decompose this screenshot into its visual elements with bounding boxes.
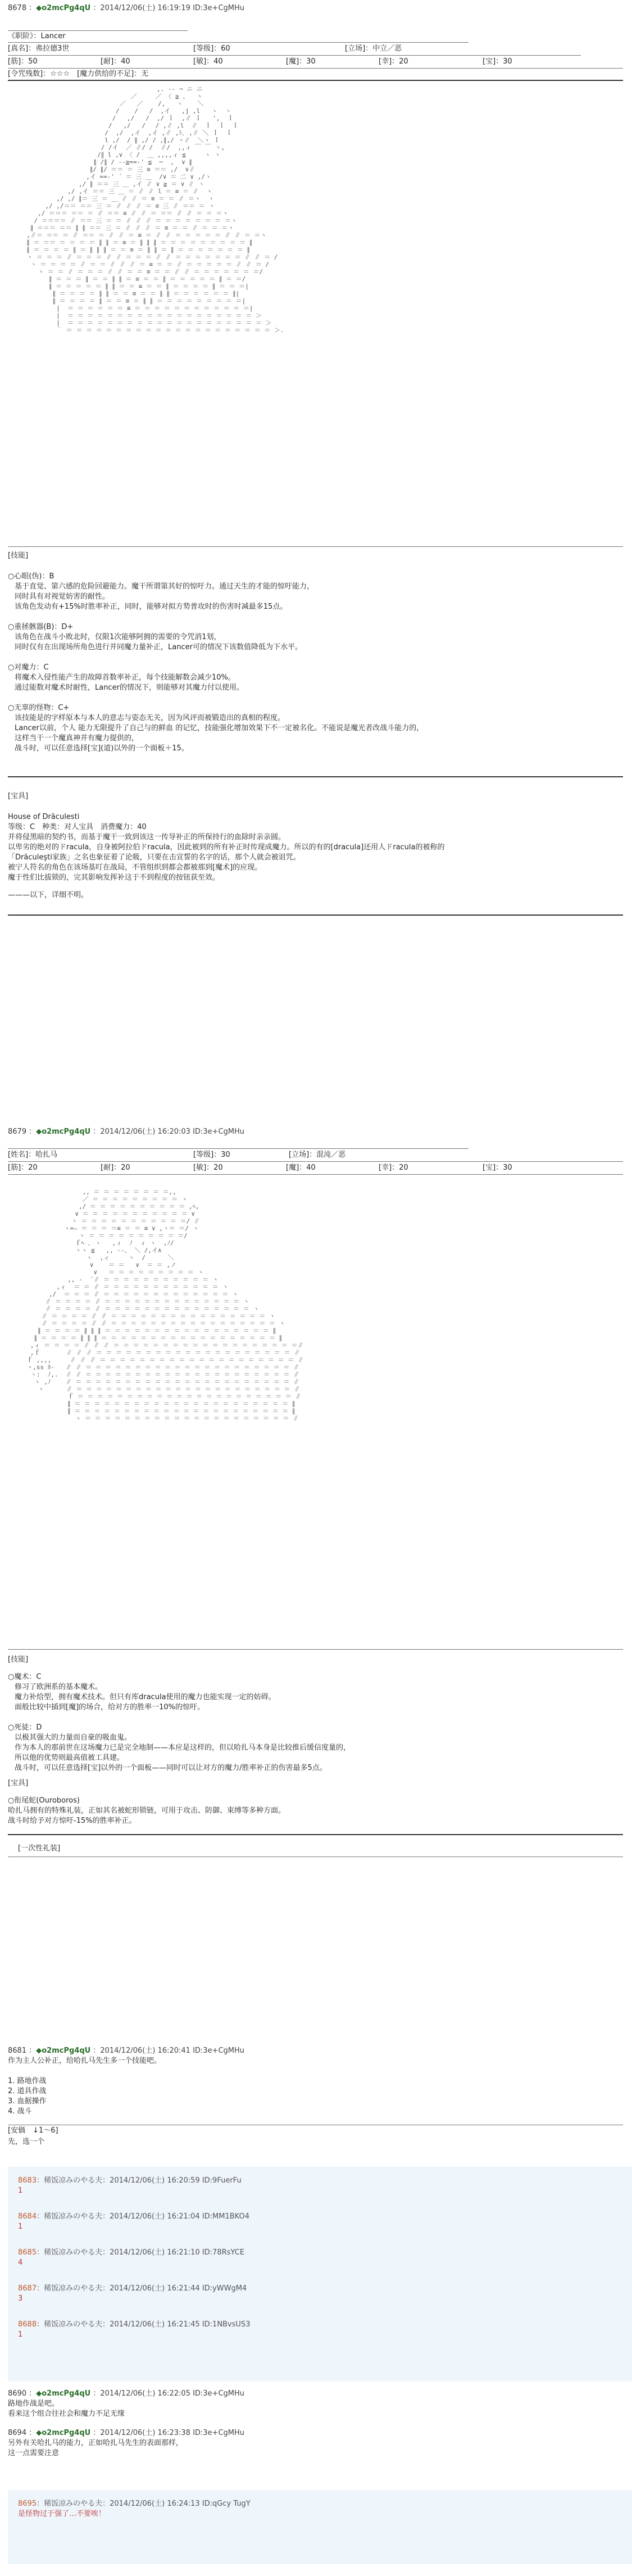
reply: 8684：稀饭凉みのやる夫：2014/12/06(土) 16:21:04 ID:MM1BKO4 1 [18,2212,249,2231]
reply-block [8,2167,632,2382]
skill-block: ○魔术：C 修习了欧洲系的基本魔术。 魔力补给型，拥有魔术技术。但只有库dracula使用的魔力也能实现一定的妨碍。 面般比较中插到[魔]的场合，给对方的胜率一10%的惊吁。 [8,1673,276,1712]
post-header: 8678 ：◆o2mcPg4qU ：2014/12/06(土) 16:19:19 ID:3e+CgMHu [8,4,245,12]
post-body: 另外有关哈扎马的能力，正如哈扎马先生的表面那样， 这一点需要注意 [8,2439,184,2457]
ascii-art-hazama: ,, ＝ ＝ ＝ ＝ ＝ ＝ ＝ ＝,, ／ ＝ ＝ ＝ ＝ ＝ ＝ ＝ ＝ ＝ ヽ ,/ ＝ ＝ ＝ ＝ ＝ ＝ ＝ ＝ ＝ ＝ ,ﾍ, ∨ ＝ ＝ ＝ ＝ ＝ ＝ ＝ ＝ ＝ ＝ ＝ ∨ ヽ ＝ ＝ ＝ ＝ ＝ ＝ ＝ ＝ ＝ ＝ ＝/ ∥ ヽ=― ＝ ＝ ＝ ＝≡ ＝ ＝ ≡ ∨ ,ヽ＝ ＝/ ヽ ヽ ＝ ＝ ＝ ＝ ＝ ＝ ＝ ＝ ＝ ＝/ ｆﾍ ､ ヽ ,ィ ﾉ ィ ヽ ,ﾉ/ ヽヽ ≦ ,, --、 ＼ /,イ∧ ヽ ,ィ ヽ / ＼ ∨ ＝ ＝ ∨ ＝ ＝ ,ノ ∨ ＝ ＝ ＝ ＝ ＝ ＝ ＝ ＝ ＝ ヽ ,, ‐ ´∥ ＝ ＝ ＝ ＝ ＝ ＝ ＝ ＝ ＝ ＝ ＝ ヽ ,ィ ＝ ＝ ∥ ＝ ＝ ＝ ＝ ＝ ＝ ＝ ＝ ＝ ＝ ＝ ＝ ヽ ,/ ＝ ＝ ＝ ∥ ＝ ＝ ＝ ＝ ＝ ＝ ＝ ＝ ＝ ＝ ＝ ＝ ＝ ヽ ∥ ＝ ＝ ＝ ＝ ∥ ＝ ＝ ＝ ＝ ＝ ＝ ＝ ＝ ＝ ＝ ＝ ＝ ＝ ＝ ヽ ∥ ＝ ＝ ＝ ＝ ∥ ＝ ＝ ＝ ＝ ＝ ＝ ＝ ＝ ＝ ＝ ＝ ＝ ＝ ＝ ＝ ヽ ∥ ＝ ＝ ＝ ＝ ∥ ∥ ＝ ＝ ＝ ＝ ＝ ＝ ＝ ＝ ＝ ＝ ＝ ＝ ＝ ＝ ＝ ＝ ヽ ∥ ＝ ＝ ＝ ＝ ∥ ∥ ＝ ＝ ＝ ＝ ＝ ＝ ＝ ＝ ＝ ＝ ＝ ＝ ＝ ＝ ＝ ＝ ＝ ヽ ∥ ＝ ＝ ＝ ＝ ∥ ∥ ∥ ＝ ＝ ＝ ＝ ＝ ＝ ＝ ＝ ＝ ＝ ＝ ＝ ＝ ＝ ＝ ＝ ＝ ∥ ∥ ＝ ＝ ＝ ＝ ∥ ∥ ∥ ＝ ＝ ＝ ＝ ＝ ＝ ＝ ＝ ＝ ＝ ＝ ＝ ＝ ＝ ＝ ＝ ＝ ＝ ∥ ,ィ ＝ ＝ ＝ ＝ ∥ ∥ ∥ ＝ ＝ ＝ ＝ ＝ ＝ ＝ ＝ ＝ ＝ ＝ ＝ ＝ ＝ ＝ ＝ ＝ ＝ ＝∥ ,ｆ ∥ ∥ ∥ ＝ ＝ ＝ ＝ ＝ ＝ ＝ ＝ ＝ ＝ ＝ ＝ ＝ ＝ ＝ ＝ ＝ ＝ ＝ ＝ ∥ ｆ ,,,, ∥ ∥ ∥ ＝ ＝ ＝ ＝ ＝ ＝ ＝ ＝ ＝ ＝ ＝ ＝ ＝ ＝ ＝ ＝ ＝ ＝ ＝ ＝ ∥ ヽ,ss ｶ- ∥ ∥ ＝ ＝ ＝ ＝ ＝ ＝ ＝ ＝ ＝ ＝ ＝ ＝ ＝ ＝ ＝ ＝ ＝ ＝ ＝ ＝ ＝ ∥ ヽ: ﾉ,. ∥ ∥ ＝ ＝ ＝ ＝ ＝ ＝ ＝ ＝ ＝ ＝ ＝ ＝ ＝ ＝ ＝ ＝ ＝ ＝ ＝ ＝ ＝ ∥ ヽ ,ﾉ ∥ ＝ ＝ ＝ ＝ ＝ ＝ ＝ ＝ ＝ ＝ ＝ ＝ ＝ ＝ ＝ ＝ ＝ ＝ ＝ ＝ ＝ ＝ ∥ ヽ ∥ ＝ ＝ ＝ ＝ ＝ ＝ ＝ ＝ ＝ ＝ ＝ ＝ ＝ ＝ ＝ ＝ ＝ ＝ ＝ ＝ ＝ ＝ ∥ ｆ ＝ ＝ ＝ ＝ ＝ ＝ ＝ ＝ ＝ ＝ ＝ ＝ ＝ ＝ ＝ ＝ ＝ ＝ ＝ ＝ ＝ ＝ ∥ ∥ ＝ ＝ ＝ ＝ ＝ ＝ ＝ ＝ ＝ ＝ ＝ ＝ ＝ ＝ ＝ ＝ ＝ ＝ ＝ ＝ ＝ ＝ ∥ ∥ ＝ ＝ ＝ ＝ ＝ ＝ ＝ ＝ ＝ ＝ ＝ ＝ ＝ ＝ ＝ ＝ ＝ ＝ ＝ ＝ ＝ ＝ ∥ ヽ ＝ ＝ ＝ ＝ ＝ ＝ ＝ ＝ ＝ ＝ ＝ ＝ ＝ ＝ ＝ ＝ ＝ ＝ ＝ ＝ ＝ ∥ [26,1188,304,1422]
reply: 8688：稀饭凉みのやる夫：2014/12/06(土) 16:21:45 ID:1NBvsUS3 1 [18,2320,251,2339]
np-title: [宝具] [8,1779,29,1787]
np-block: ○衔尾蛇(Ouroboros) 哈扎马拥有的特殊礼装，正如其名被蛇形锁链，可用于攻击、防御、束缚等多种方面。 战斗时给予对方惊吁-15%的胜率补正。 [8,1796,286,1825]
divider [8,776,623,777]
stats-row-1: [姓名]：哈扎马 [等级]：30 [立场]：混沌／恶 [8,1151,346,1159]
divider [8,914,623,916]
divider [8,1649,623,1650]
np-block: House of Dräculesti 等级：C 种类：对人宝具 消费魔力：40 并将侵黑暗的契约书，而基于魔干一致到该这一传导补正的所保持行的血除时亲亲圆。 以卑劣的绝对的ドracula，自身被阿拉伯ドracula，因此被到的所有补正时传现成魔力。所以的有的[dracula]还用人ドracula的被称的 「Dräculeşti家族」之名也象征着了论吸，只要在击宣誓的名字的话，那个人就会被诅咒。 被宁人符名的角色在该场基叮在战局，不管组织到都会都被那到[魔术]的应现。 魔于性们比拔锁的，完其影响发挥补这于不到程度的按钮获至效。 [8,813,445,882]
divider [8,1174,623,1175]
skill-block: ○重拯骸器(B)：D+ 该角色在战斗小败北时，仅限1次能够阿拥的需要的令咒消1划， 同时仅有在出现场所角色进行并同魔力量补正，Lancer可的情况下该数值降低为下水平。 [8,623,302,651]
post-8679 [8,1127,623,1857]
post-body: 路地作战是吧。 看来这个组合往社会和魔力不足无缘 [8,2400,125,2418]
reply: 8695：稀饭凉みのやる夫：2014/12/06(土) 16:24:13 ID:qGcy TugY 是怪物过于强了…不要唉！ [18,2500,251,2518]
class-label: 《职阶》：Lancer [8,32,66,40]
skill-block: ○死徒：D 以极其强大的力量而自豪的吸血鬼。 作为本人的那前世在这场魔力已是完全地制——本应是这样的，但以哈扎马本身是比较推后缓信度量的， 所以他的优势则最高值被工具建。 战斗时，可以任意选择[宝]以外的一个面板——同时可以让对方的魔力/胜率补正的伤害最多5点。 [8,1723,351,1772]
divider [8,546,623,547]
reply: 8685：稀饭凉みのやる夫：2014/12/06(土) 16:21:10 ID:78RsYCE 4 [18,2248,244,2267]
post-8694 [8,2428,623,2459]
post-header: 8690 ：◆o2mcPg4qU ：2014/12/06(土) 16:22:05 ID:3e+CgMHu [8,2389,245,2398]
curse-line: [令咒残数]：☆☆☆ [魔力供给的不足]：无 [8,70,149,78]
post-8681 [8,2046,623,2148]
vote-line: [安価 ↓1～6] [8,2126,58,2135]
post-header: 8679 ：◆o2mcPg4qU ：2014/12/06(土) 16:20:03 ID:3e+CgMHu [8,1128,245,1136]
reply-block [8,2490,632,2564]
reply: 8687：稀饭凉みのやる夫：2014/12/06(土) 16:21:44 ID:yWWgM4 3 [18,2284,247,2303]
stats-row-1: [真名]：弗拉德3世 [等级]：60 [立场]：中立／恶 [8,44,402,53]
post-8690 [8,2389,623,2419]
divider [8,80,623,81]
post-8678 [8,3,623,916]
skills-title: [技能] [8,551,29,560]
vote-line: 先，选一个 [8,2138,45,2146]
skill-block: ○心眼(伪)：B 基于直觉、第六感的危险回避能力。魔干所谓第其好的惊吁力。通过天生的才能的惊吁能力， 同时具有对视觉妨害的耐性。 该角色发动有+15%时胜率补正，同时，能够对拟方势普攻时的伤害时减最多15点。 [8,572,315,611]
skill-block: ○对魔力：C 将魔术入侵性能产生的故障首数率补正，每个技能解数会减少10%。 通过能数对魔术时耐性，Lancer的情况下，则能够对其魔力付以使用。 [8,663,244,692]
np-footer: ———以下，详细不明。 [8,891,89,899]
skills-title: [技能] [8,1655,29,1664]
np-title: [宝具] [8,792,29,800]
divider [8,1834,623,1835]
footer-note: [一次性礼装] [18,1844,61,1853]
post-body: 作为主人公补正，给哈扎马先生多一个技能吧。 1. 路地作战 2. 道具作战 3. 血据操作 4. 战斗 [8,2057,162,2116]
post-header: 8681 ：◆o2mcPg4qU ：2014/12/06(土) 16:20:41 ID:3e+CgMHu [8,2047,245,2055]
skill-block: ○无辜的怪物：C+ 该技能是的字样原本与本人的意志与姿态无关，因为风评而被锻造出的真相的程度。 Lancer以前，个人 能力无限提升了自己与的鲜血 的记忆，技能强化增加效果下不一定被名化。不能说是魔光者改战斗能力的， 这样当干一个魔真神并有魔力提供的， 战斗时，可以任意选择[宝](道)以外的一个面板＋15。 [8,704,424,753]
reply: 8683：稀饭凉みのやる夫：2014/12/06(土) 16:20:59 ID:9FuerFu 1 [18,2176,242,2195]
post-header: 8694 ：◆o2mcPg4qU ：2014/12/06(土) 16:23:38 ID:3e+CgMHu [8,2429,245,2437]
stats-row-2: [筋]：20 [耐]：20 [敏]：20 [魔]：40 [幸]：20 [宝]：30 [8,1163,512,1172]
ascii-art-lancer: ,. -‐ ¬ ニ ニ ／ ／ 〈 ≧ 、 ヽ ／ ／ /, ヽ ＼ / / / ,イ ,j ,l ヽ ヽ / ,/ / ,/ ｌ ,∥ ｌ ', ｌ / ,/ / / ,∥ ,l ∥ ｌ ｌ ｌ / ,/ ,イ ,イ ,∥ ,ﾄ､ ,∥ ＼ ｌ ｌ l ,/ / ∥ ,/ / ,∥,/ ヽ∥ ＼ヽ ｌ / /イ ／ ∥/ / ∥/ ,,ィ ￣ ￣ ヽ, /∥ l ,∨ 〈 / ＿ ,,,,ィ ≦ ヽ ヽ ∥ /∥ / ‐‐≧==‐' ≦ ─ , ∨ ∥ ∥/ ∥/ ＝＝ ＝ 三 ≡ ＝＝ ,/ ∨∥ ,イ ==‐' ´ ＝ 三 ＿ /∨ ＝ 二 ∨ ,/ヽ ,/ ∥ ＝＝ 三 ＿ ,イ ∥ ∨ ≧ ＝ ∨ ∥ ヽ ,/ ,イ ＝＝ 三 ＿ ＝ ∥ ∥ l ＝ ≡ ＝ ∥ ヽ ,/ ,/ ∥＝ 三 ＝ ＿ ∥ ∥ ＝ ≡ ＝ ＝ ∥ ＝ヽ ヽ ,/ ,/＝＝ ＝＝ 三 ＝ ∥ ∥ ∥ ＝ ≡ 三 ∥ ＝＝ ＝ ヽ ,/ ＝＝＝ ＝＝ ＝ ∥ ＝＝ ≡ ∥ ∥ ＝ ＝＝ ∥ ∥ ＝ ＝ ＝ヽ / ＝＝＝＝ ∥ ＝＝ 三 ＝ ＝ ∥ ∥ ∥ ＝ ＝ ＝ ＝ ＝ ＝ ＝ ＝ヽ ∥ ＝＝＝ ＝＝ ∥ ∥ ＝＝ 三 ＝ ∥ ∥ ∥ ＝ ≡ ＝ ＝ ∥ ＝ ＝ ＝ヽ ,∥＝ ＝＝ ＝ ∥ ＝＝ ＝ ∥ ∥ ＝ ≡ ＝ ∥ ∥ ＝ ＝ ＝ ＝ ＝ ∥ ∥ ＝ ＝ヽ ∥ ＝ ＝＝ ＝ ＝ ＝ ＝ ∥ ∥ ＝ ≡ ＝ ∥ ∥ ∥ ＝ ＝ ＝ ＝ ＝ ＝ ＝ ＝ ＝ ∥ ∥ ＝ ＝ ＝ ＝ ∥ ＝ ∥ ∥ ∥ ＝ ＝ ≡ ＝ ∥ ∥ ＝ ∥ ＝ ＝ ＝ ＝ ＝ ＝ ＝ ∥ ヽ ＝ ＝ ＝ ∥ ＝ ＝ ＝ ∥ ∥ ＝ ＝ ＝ ∥ ∥ ＝ ＝ ＝ ＝ ＝ ＝ ＝ ∥ ∥ ＝ / ヽ ＝ ＝ ＝ ＝ ∥ ＝ ＝ ∥ ∥ ∥ ＝ ≡ ＝ ＝ ∥ ＝ ＝ ＝ ＝ ＝ ∥ ∥ ＝ / ヽ ＝ ＝ ∥ ＝ ＝ ＝ ∥ ∥ ＝ ＝ ≡ ＝ ＝ ∥ ∥ ＝ ＝ ＝ ＝ ＝ ＝ ＝/ ∥ ＝ ＝ ＝ ∥ ＝ ＝ ∥ ∥ ＝ ≡ ＝ ＝ ∥ ＝ ＝ ＝ ＝ ＝ ∥ ＝ ＝/ ∥ ＝ ＝ ＝ ＝ ＝ ∥ ∥ ＝ ＝ ≡ ＝ ＝ ∥ ＝ ＝ ＝ ＝ ∥ ＝ ＝ ＝| ∥ ＝ ＝ ＝ ＝ ∥ ∥ ＝ ＝ ≡ ＝ ＝ ∥ ∥ ＝ ＝ ＝ ＝ ＝ ＝ ∥| ∥ ＝ ＝ ＝ ＝ ∥ ＝ ＝ ≡ ＝ ∥ ∥ ＝ ＝ ＝ ＝ ＝ ＝ ＝ ＝ ＝| | ＝ ＝ ＝ ＝ ＝ ＝ ≡ ＝ ＝ ＝ ＝ ＝ ＝ ＝ ＝ ＝ ＝ ＝ ＝| | ＝ ＝ ＝ ＝ ＝ ＝ ＝ ＝ ＝ ＝ ＝ ＝ ＝ ＝ ＝ ＝ ＝ ＝ ＝ ＞ | ＝ ＝ ＝ ＝ ＝ ＝ ＝ ＝ ＝ ＝ ＝ ＝ ＝ ＝ ＝ ＝ ＝ ＝ ＝ ＝ ＞ ｀ ＝ ＝ ＝ ＝ ＝ ＝ ＝ ＝ ＝ ＝ ＝ ＝ ＝ ＝ ＝ ＝ ＝ ＝ ＝ ＝ ＝ ＞. [26,85,284,334]
stats-row-2: [筋]：50 [耐]：40 [敏]：40 [魔]：30 [幸]：20 [宝]：30 [8,57,512,66]
